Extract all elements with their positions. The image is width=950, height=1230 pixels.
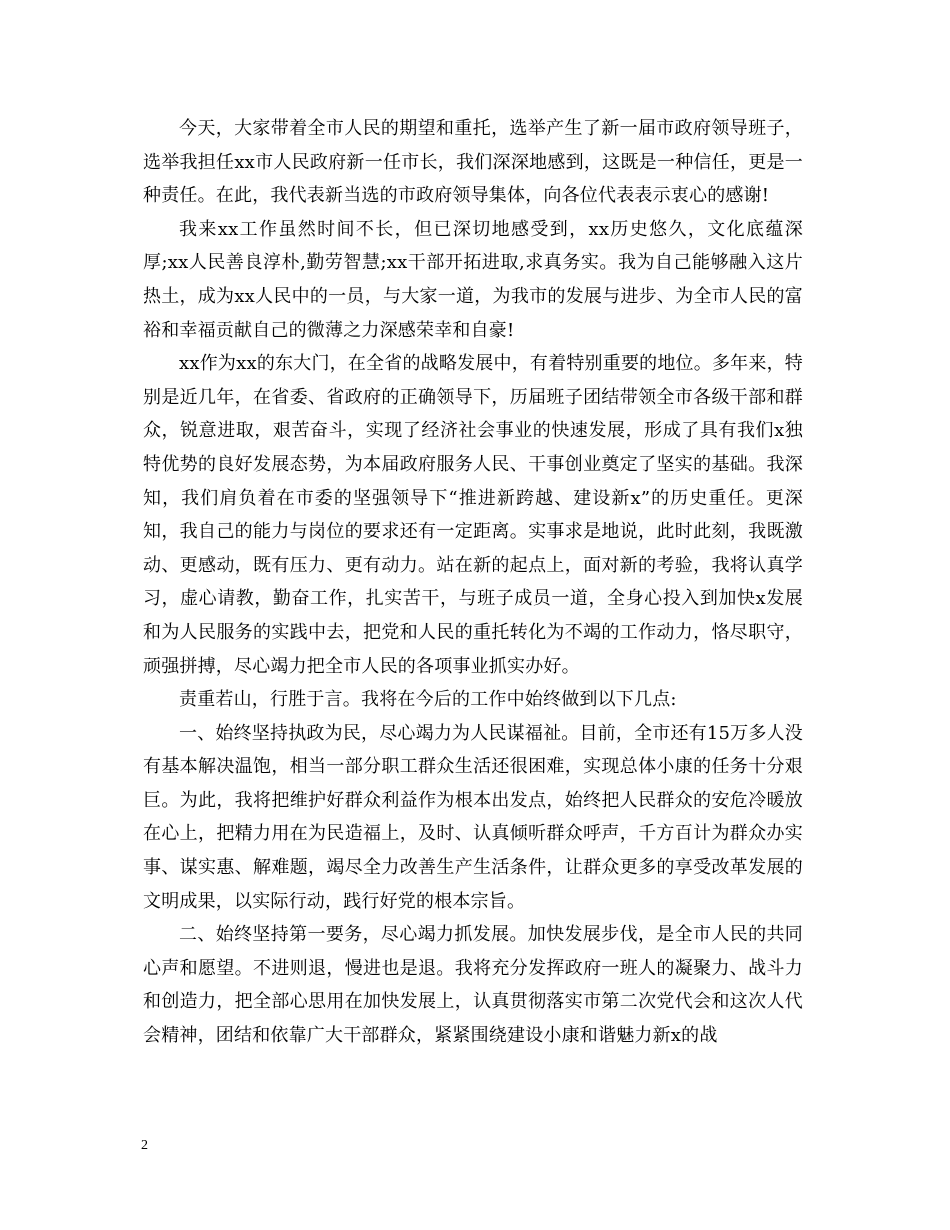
paragraph-responsibility: xx作为xx的东大门，在全省的战略发展中，有着特别重要的地位。多年来，特别是近几年，在省委、省政府的正确领导下，历届班子团结带领全市各级干部和群众，锐意进取，艰苦奋斗，实现了经济社会事业的快速发展，形成了具有我们x独特优势的良好发展态势，为本届政府服务人民、干事创业奠定了坚实的基础。我深知，我们肩负着在市委的坚强领导下“推进新跨越、建设新x”的历史重任。更深知，我自己的能力与岗位的要求还有一定距离。实事求是地说，此时此刻，我既激动、更感动，既有压力、更有动力。站在新的起点上，面对新的考验，我将认真学习，虚心请教，勤奋工作，扎实苦干，与班子成员一道，全身心投入到加快x发展和为人民服务的实践中去，把党和人民的重托转化为不竭的工作动力，恪尽职守，顽强拼搏，尽心竭力把全市人民的各项事业抓实办好。 bbox=[143, 353, 803, 677]
paragraph-impression: 我来xx工作虽然时间不长，但已深切地感受到，xx历史悠久，文化底蕴深厚;xx人民善良淳朴,勤劳智慧;xx干部开拓进取,求真务实。我为自己能够融入这片热土，成为xx人民中的一员，与大家一道，为我市的发展与进步、为全市人民的富裕和幸福贡献自己的微薄之力深感荣幸和自豪! bbox=[143, 218, 803, 341]
paragraph-point-two: 二、始终坚持第一要务，尽心竭力抓发展。加快发展步伐，是全市人民的共同心声和愿望。不进则退，慢进也是退。我将充分发挥政府一班人的凝聚力、战斗力和创造力，把全部心思用在加快发展上，认真贯彻落实市第二次党代会和这次人代会精神，团结和依靠广大干部群众，紧紧围绕建设小康和谐魅力新x的战 bbox=[143, 924, 803, 1047]
paragraph-point-one: 一、始终坚持执政为民，尽心竭力为人民谋福祉。目前，全市还有15万多人没有基本解决温饱，相当一部分职工群众生活还很困难，实现总体小康的任务十分艰巨。为此，我将把维护好群众利益作为根本出发点，始终把人民群众的安危冷暖放在心上，把精力用在为民造福上，及时、认真倾听群众呼声，千方百计为群众办实事、谋实惠、解难题，竭尽全力改善生产生活条件，让群众更多的享受改革发展的文明成果，以实际行动，践行好党的根本宗旨。 bbox=[143, 722, 803, 912]
page-number: 2 bbox=[141, 1138, 148, 1153]
paragraph-commitment-intro: 责重若山，行胜于言。我将在今后的工作中始终做到以下几点: bbox=[179, 689, 677, 711]
paragraph-opening: 今天，大家带着全市人民的期望和重托，选举产生了新一届市政府领导班子，选举我担任xx市人民政府新一任市长，我们深深地感到，这既是一种信任，更是一种责任。在此，我代表新当选的市政府领导集体，向各位代表表示衷心的感谢! bbox=[143, 118, 803, 207]
document-body bbox=[143, 112, 803, 1053]
